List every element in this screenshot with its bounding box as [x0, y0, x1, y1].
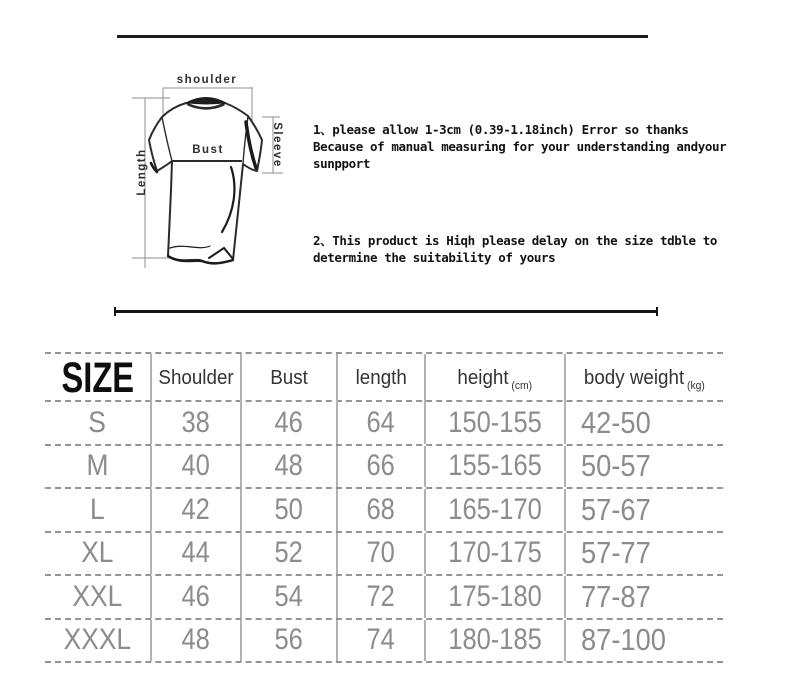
shoulder-value: 38: [181, 405, 211, 439]
table-row-m: [45, 444, 723, 488]
note-line: sunpport: [313, 156, 371, 171]
length-value: 66: [366, 449, 396, 483]
section-divider-line: [114, 310, 658, 313]
bust-value: 46: [274, 405, 304, 439]
height-value: 170-175: [448, 536, 542, 570]
shoulder-value: 40: [181, 449, 211, 483]
height-value: 180-185: [448, 623, 542, 657]
bust-value: 50: [274, 492, 304, 526]
size-cell: S: [88, 405, 107, 439]
size-cell: XL: [81, 536, 114, 570]
header-size-cell: [45, 354, 150, 403]
tshirt-measurement-diagram: [110, 50, 315, 300]
weight-value: 77-87: [581, 578, 651, 614]
shoulder-value: 42: [181, 492, 211, 526]
height-value: 165-170: [448, 492, 542, 526]
note-line: 2、This product is Hiqh please delay on the size tdble to: [313, 233, 718, 248]
length-label: Length: [136, 148, 148, 196]
table-row-xxl: [45, 574, 723, 618]
note-line: Because of manual measuring for your understanding andyour: [313, 139, 727, 154]
size-cell: M: [86, 449, 109, 483]
bust-value: 54: [274, 579, 304, 613]
column-header-height: height $_{(cm)}$: [424, 354, 564, 403]
shoulder-value: 46: [181, 579, 211, 613]
size-cell: XXXL: [63, 623, 132, 657]
bust-value: 52: [274, 536, 304, 570]
column-header-body-weight: body weight $_{(kg)}$: [564, 354, 723, 403]
length-value: 74: [366, 623, 396, 657]
column-header-length: length: [336, 354, 424, 403]
column-header-bust: Bust: [240, 354, 336, 403]
size-cell: L: [90, 492, 105, 526]
shoulder-label: shoulder: [176, 74, 238, 86]
size-table: [45, 352, 723, 663]
table-row-s: [45, 400, 723, 444]
table-row-xxxl: [45, 618, 723, 664]
weight-unit: (kg): [687, 380, 705, 392]
size-table-title: SIZE: [61, 354, 134, 402]
size-cell: XXL: [72, 579, 123, 613]
height-value: 175-180: [448, 579, 542, 613]
sleeve-label: Sleeve: [271, 122, 283, 168]
top-divider-line: [117, 35, 648, 38]
column-header-shoulder: Shoulder: [150, 354, 240, 403]
length-value: 64: [366, 405, 396, 439]
table-row-xl: [45, 531, 723, 575]
shoulder-value: 48: [181, 623, 211, 657]
table-row-l: [45, 487, 723, 531]
weight-value: 42-50: [581, 404, 651, 440]
bust-value: 48: [274, 449, 304, 483]
weight-value: 57-77: [581, 535, 651, 571]
note-line: 1、please allow 1-3cm (0.39-1.18inch) Error so thanks: [313, 122, 689, 137]
length-value: 68: [366, 492, 396, 526]
weight-value: 57-67: [581, 491, 651, 527]
shoulder-value: 44: [181, 536, 211, 570]
weight-value: 87-100: [581, 622, 666, 658]
bust-value: 56: [274, 623, 304, 657]
note-line: determine the suitability of yours: [313, 250, 556, 265]
height-unit: (cm): [511, 380, 533, 392]
bust-label: Bust: [192, 144, 224, 156]
size-table-header-row: [45, 352, 723, 400]
note-measuring-error: [313, 121, 726, 172]
length-value: 70: [366, 536, 396, 570]
height-value: 155-165: [448, 449, 542, 483]
collar-band: [185, 97, 227, 105]
weight-value: 50-57: [581, 448, 651, 484]
note-size-advice: [313, 232, 717, 266]
length-value: 72: [366, 579, 396, 613]
height-value: 150-155: [448, 405, 542, 439]
